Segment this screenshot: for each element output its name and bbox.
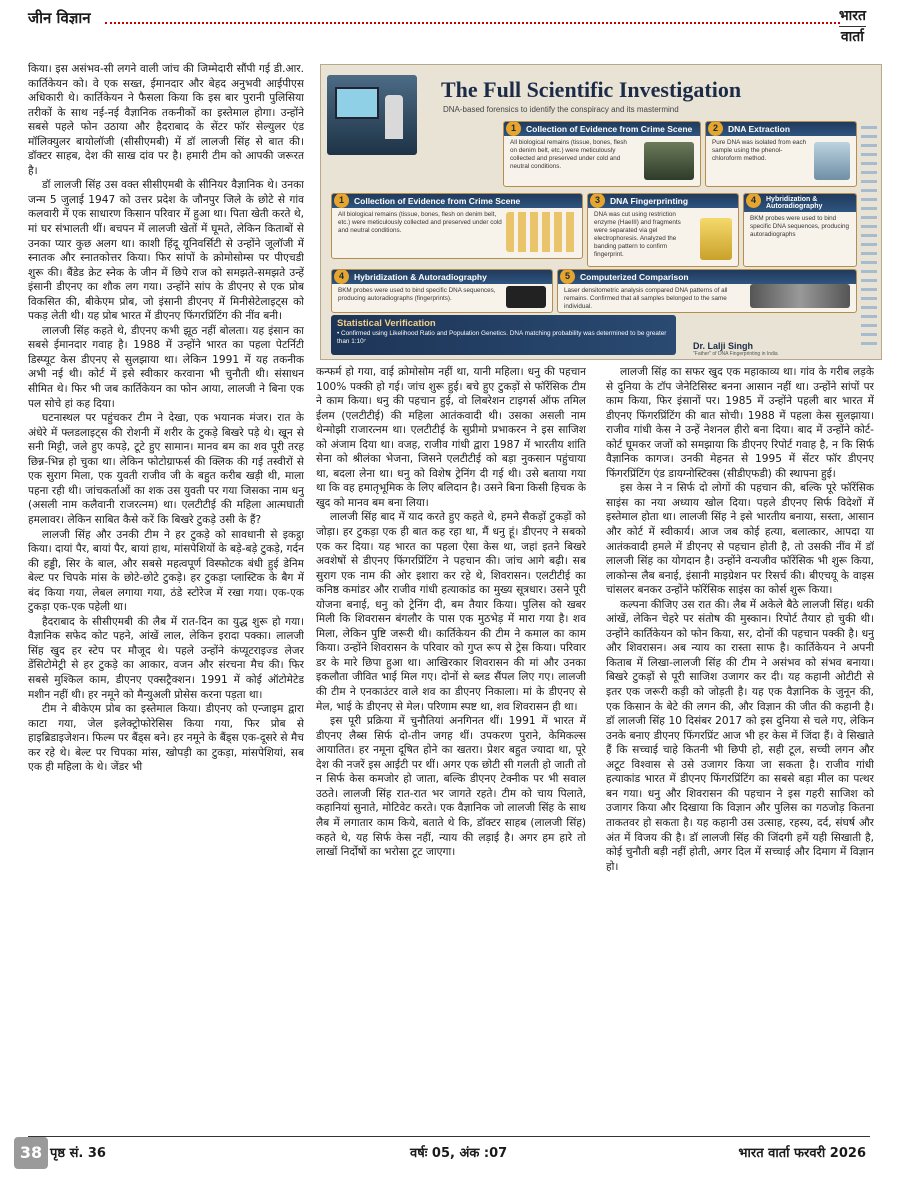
gel-icon [700,218,732,260]
step-text: All biological remains (tissue, bones, flesh on denim belt, etc.) were meticulously collected and preserved under cold and neutral conditions. [510,139,627,170]
step-title: Collection of Evidence from Crime Scene [526,124,693,134]
paragraph: टीम ने बीकेएम प्रोब का इस्तेमाल किया। डीएनए को एन्जाइम द्वारा काटा गया, जेल इलेक्ट्रोफोरेसिस किया गया, फिर प्रोब से हाइब्रिडाइजेशन। फिल्म पर बैंड्स बने। हर नमूने के बैंड्स एक-दूसरे से मैच कर रहे थे। बेल्ट पर चिपका मांस, खोपड़ी का टुकड़ा, मांसपेशियां, सब एक ही महिला के थे। जेंडर भी [28,703,304,774]
header-divider [105,22,840,24]
page-badge: 38 [14,1137,48,1169]
microscope-icon [385,95,403,139]
signature-caption: "Father" of DNA Fingerprinting in India [693,351,778,357]
magazine-edition: भारत वार्ता फरवरी 2026 [738,1146,866,1161]
step-number: 4 [746,193,761,208]
step-box [587,193,739,267]
dna-helix-icon [861,125,877,345]
issue-info: वर्षः 05, अंक :07 [410,1146,508,1161]
infographic-subtitle: DNA-based forensics to identify the conspiracy and its mastermind [443,105,679,114]
step-title: DNA Extraction [728,124,791,134]
step-box [705,121,857,187]
evidence-photo-icon [644,142,694,180]
paragraph: लालजी सिंह का सफर खुद एक महाकाव्य था। गांव के गरीब लड़के से दुनिया के टॉप जेनेटिसिस्ट बनना आसान नहीं था। उन्होंने सांपों पर काम किया, फिर इंसानों पर। 1985 में उन्होंने पहली बार भारत में डीएनए फिंगरप्रिंटिंग की बात सोची। 1988 में पहला केस सुलझाया। राजीव गांधी केस ने उन्हें नेशनल हीरो बना दिया। बाद में उन्होंने कोर्ट-कोर्ट घूमकर जजों को समझाया कि डीएनए रिपोर्ट गवाह है, न कि सिर्फ वैज्ञानिक कागज। उनकी मेहनत से 1995 में सेंटर फॉर डीएनए फिंगरप्रिंटिंग एंड डायग्नोस्टिक्स (सीडीएफडी) की स्थापना हुई। [606,366,874,480]
team-photo-icon [750,284,850,308]
step-number: 4 [334,269,349,284]
investigation-infographic [320,64,882,360]
step-number: 3 [590,193,605,208]
brand-line-2: वार्ता [839,26,866,47]
paragraph: डॉ लालजी सिंह उस वक्त सीसीएमबी के सीनियर वैज्ञानिक थे। उनका जन्म 5 जुलाई 1947 को उत्तर प्रदेश के जौनपुर जिले के छोटे से गांव कलवारी में एक साधारण किसान परिवार में हुआ था। पिता खेती करते थे, मां घर संभालती थीं। बचपन में लालजी खेतों में घूमते, लेकिन किताबों से उनका प्यार कुछ अलग था। काशी हिंदू यूनिवर्सिटी से उन्होंने जूलॉजी में स्नातक और स्नातकोत्तर किया। फिर सांपों के क्रोमोसोम्स पर पीएचडी शुरू की। बैंडेड क्रेट स्नेक के जीन में छिपे राज को समझते-समझते उन्हें इंसानी डीएनए का शौक लग गया। उन्होंने सांप के डीएनए से एक प्रोब विकसित की, बीकेएम प्रोब, जो इंसानी डीएनए में मिनीसेटेलाइट्स को पकड़ लेती थी। यह प्रोब भारत में डीएनए फिंगरप्रिंटिंग की नींव बनी। [28,179,304,323]
column-1 [28,62,304,1132]
step-text: BKM probes were used to bind specific DNA sequences, producing autoradiographs [750,215,850,238]
paragraph: इस केस ने न सिर्फ दो लोगों की पहचान की, बल्कि पूरे फॉरेंसिक साइंस का नया अध्याय खोल दिया। पहले डीएनए सिर्फ विदेशों में इस्तेमाल होता था। लालजी सिंह ने इसे भारतीय बनाया, सस्ता, आसान और कोर्ट में स्वीकार्य। आज जब कोई हत्या, बलात्कार, आपदा या आतंकवादी हमले में डीएनए से पहचान होती है, तो उसकी नींव में डॉ लालजी सिंह का योगदान है। उन्होंने वन्यजीव फॉरेंसिक भी शुरू किया, लाकोन्स लैब बनाई, इंसानी माइग्रेशन पर रिसर्च की। बीएचयू के वाइस चांसलर बनकर उन्होंने फॉरेंसिक साइंस का कोर्स शुरू किया। [606,482,874,597]
paragraph: इस पूरी प्रक्रिया में चुनौतियां अनगिनत थीं। 1991 में भारत में डीएनए लैब्स सिर्फ दो-तीन जगह थीं। उपकरण पुराने, केमिकल्स आयातित। हर नमूना दूषित होने का खतरा। प्रेशर बहुत ज्यादा था, पूरे देश की नजरें इस आईटी पर थीं। अगर एक छोटी सी गलती हो जाती तो न सिर्फ केस कमजोर हो जाता, बल्कि डीएनए टेक्नीक पर भी सवाल उठते। लालजी सिंह रात-रात भर जागते रहते। टीम को चाय पिलाते, कहानियां सुनाते, मोटिवेट करते। एक वैज्ञानिक जो लालजी सिंह के साथ लैब में लगातार काम किये, बताते थे कि, डॉक्टर साहब (लालजी सिंह) कहते थे, यह सिर्फ केस नहीं, न्याय की लड़ाई है। अगर हम हारे तो लाखों निर्दोषों का भरोसा टूट जाएगा। [316,715,586,859]
step-text: BKM probes were used to bind specific DNA sequences, producing autoradiographs (fingerprints). [338,287,496,302]
lab-illustration [327,75,417,155]
step-text: Pure DNA was isolated from each sample using the phenol-chloroform method. [712,139,807,162]
step-title: Computerized Comparison [580,272,689,282]
step-number: 1 [506,121,521,136]
column-3 [606,365,874,1132]
paragraph: लालजी सिंह और उनकी टीम ने हर टुकड़े को सावधानी से इकट्ठा किया। दायां पैर, बायां पैर, बायां हाथ, मांसपेशियों के बड़े-बड़े टुकड़े, गर्दन की हड्डी, सिर के बाल, और सबसे महत्वपूर्ण विस्फोटक बंधी हुई डेनिम बेल्ट पर चिपके मांस के छोटे-छोटे टुकड़े। हर टुकड़ा प्लास्टिक के बैग में बंद किया गया, लेबल लगाया गया, ठंडे स्टोरेज में रखा गया। एक-एक टुकड़ा एक-एक पहेली था। [28,528,304,614]
column-2 [316,365,586,1132]
step-title: Hybridization & Autoradiography [766,196,823,210]
autoradiograph-icon [506,286,546,308]
step-text: Laser densitometric analysis compared DNA patterns of all remains. Confirmed that all samples belonged to the same individual. [564,287,728,310]
step-title: Collection of Evidence from Crime Scene [354,196,521,206]
step-number: 2 [708,121,723,136]
paragraph: लालजी सिंह बाद में याद करते हुए कहते थे, हमने सैकड़ों टुकड़ों को जोड़ा। हर टुकड़ा एक ही बात कह रहा था, मैं धनु हूं। डीएनए ने सबको एक कर दिया। यह भारत का पहला ऐसा केस था, जहां इतने बिखरे अवशेषों से डीएनए फिंगरप्रिंटिंग ने पहचान की। जांच आगे बढ़ी। सब सुराग एक नाम की ओर इशारा कर रहे थे, शिवरासन। एलटीटीई का कनिष्ठ कमांडर और राजीव गांधी हत्याकांड का मुख्य सूत्रधार। उसने पूरी योजना बनाई, धनु को ट्रेनिंग दी, बम तैयार किया। पुलिस को खबर मिली कि शिवरासन बंगलौर के पास एक मुठभेड़ में मारा गया है। शव मिला, लेकिन पुष्टि जरूरी थी। कार्तिकेयन की टीम ने कमाल का काम किया। उन्होंने शिवरासन के परिवार को गुप्त रूप से ट्रेस किया। परिवार डर के मारे छिपा हुआ था। आखिरकार शिवरासन की मां और उनका इकलौता जीवित भाई मिल गए। दोनों से ब्लड सैंपल लिए गए। लालजी की टीम ने एनकाउंटर वाले शव का डीएनए निकाला। मां के डीएनए से मेल, भाई के डीएनए से मेल। परिणाम स्पष्ट था, शव शिवरासन ही था। [316,511,586,713]
section-title: जीन विज्ञान [28,9,91,27]
step-number: 5 [560,269,575,284]
paragraph: किया। इस असंभव-सी लगने वाली जांच की जिम्मेदारी सौंपी गई डी.आर. कार्तिकेयन को। वे एक सख्त, ईमानदार और बेहद अनुभवी आईपीएस अधिकारी थे। कार्तिकेयन ने फैसला किया कि इस बार पुरानी पुलिसिया तरीकों के साथ नई-नई वैज्ञानिक तकनीकों का इस्तेमाल होगा। उन्होंने सबसे पहले फोन उठाया और हैदराबाद के सेंटर फॉर सेल्युलर एंड मॉलिक्युलर बायोलॉजी (सीसीएमबी) में डॉ लालजी सिंह से बात की। डॉक्टर साहब, देश की साख दांव पर है। हमारी टीम को आपकी जरूरत है। [28,63,304,177]
monitor-icon [335,87,379,119]
step-box [743,193,857,267]
step-text: DNA was cut using restriction enzyme (HaeIII) and fragments were separated via gel electrophoresis. Analyzed the banding pattern to confirm fingerprint. [594,211,681,258]
verification-text: • Confirmed using Likelihood Ratio and Population Genetics. DNA matching probability was determined to be greater than 1:10⁷ [337,330,667,345]
page-number: पृष्ठ सं. 36 [50,1146,106,1161]
paragraph: कन्फर्म हो गया, वाई क्रोमोसोम नहीं था, यानी महिला। धनु की पहचान 100% पक्की हो गई। जांच शुरू हुई। बचे हुए टुकड़ों से फॉरेंसिक टीम ने काम किया। धनु की पहचान हुई, वो लिबरेशन टाइगर्स ऑफ तमिल ईलम (एलटीटीई) की महिला आतंकवादी थी। उसका असली नाम थेन्मोझी राजारत्नम था। एलटीटीई के सुप्रीमो प्रभाकरन ने इस साजिश को अंजाम दिया था। वजह, राजीव गांधी द्वारा 1987 में भारतीय शांति सेना को श्रीलंका भेजना, जिसने एलटीटीई को बड़ा नुकसान पहुंचाया था, बदला लेना था। धनु को विशेष ट्रेनिंग दी गई थी। उसे बताया गया था कि वह हमातृभूमिक के लिए बलिदान है। उसने बिना किसी हिचक के खुद को मानव बम बना लिया। [316,366,586,509]
brand-line-1: भारत [838,8,866,24]
paragraph: कल्पना कीजिए उस रात की। लैब में अकेले बैठे लालजी सिंह। थकी आंखें, लेकिन चेहरे पर संतोष की मुस्कान। रिपोर्ट तैयार हो चुकी थी। उन्होंने कार्तिकेयन को फोन किया, सर, दोनों की पहचान पक्की है। धनु और शिवरासन। अब न्याय का रास्ता साफ है। कार्तिकेयन ने अपनी किताब में लिखा-लालजी सिंह की टीम ने असंभव को संभव बनाया। बिखरे टुकड़ों से पूरी साजिश उजागर कर दी। यह कहानी ओटीटी से इतर एक जरूरी कड़ी को जोड़ती है। यह एक वैज्ञानिक के जुनून की, एक किसान के बेटे की लगन की, और विज्ञान की जीत की कहानी है। डॉ लालजी सिंह 10 दिसंबर 2017 को इस दुनिया से चले गए, लेकिन उनके बनाए डीएनए फिंगरप्रिंट आज भी हर केस में जिंदा हैं। वे सिखाते हैं कि सच्चाई चाहे कितनी भी छिपी हो, सही टूल, सच्ची लगन और अटूट विश्वास से उसे उजागर किया जा सकता है। राजीव गांधी हत्याकांड भारत में डीएनए फिंगरप्रिंटिंग का सबसे बड़ा मील का पत्थर बन गया। धनु और शिवरासन की पहचान ने इस गहरी साजिश को उजागर किया और दिखाया कि विज्ञान और पुलिस का गठजोड़ कितना ताकतवर हो सकता है। यह कहानी उस उत्साह, रहस्य, दर्द, संघर्ष और अंत में विजय की है। डॉ लालजी सिंह की जिंदगी हमें यही सिखाती है, कोई चुनौती बड़ी नहीं होती, अगर दिल में सच्चाई और दिमाग में विज्ञान हो। [606,598,874,873]
signature-name: Dr. Lalji Singh [693,341,754,351]
paragraph: हैदराबाद के सीसीएमबी की लैब में रात-दिन का युद्ध शुरू हो गया। वैज्ञानिक सफेद कोट पहने, आंखें लाल, लेकिन इरादा पक्का। लालजी सिंह खुद हर स्टेप पर मौजूद थे। पहले उन्होंने कंप्यूटराइज्ड लेजर डेंसिटोमेट्री से हर टुकड़े का आकार, वजन और संरचना मैच की। फिर सबसे मुश्किल काम, डीएनए एक्सट्रैक्शन। 1991 में कोई ऑटोमेटेड मशीन नहीं थी। हर नमूने को मैन्युअली प्रोसेस करना पड़ता था। [28,615,304,701]
step-title: DNA Fingerprinting [610,196,689,206]
verification-panel [331,315,676,355]
step-number: 1 [334,193,349,208]
verification-title: Statistical Verification [337,318,436,329]
infographic-title: The Full Scientific Investigation [441,77,742,102]
step-box [557,269,857,313]
step-box [331,193,583,259]
scientist-photo-icon [814,142,850,180]
sample-tubes-icon [506,212,576,252]
step-box [503,121,701,187]
step-text: All biological remains (tissue, bones, flesh on denim belt, etc.) were meticulously collected and preserved under cold and neutral conditions. [338,211,502,234]
footer-divider [28,1136,870,1137]
paragraph: लालजी सिंह कहते थे, डीएनए कभी झूठ नहीं बोलता। यह इंसान का सबसे ईमानदार गवाह है। 1988 में उन्होंने भारत का पहला पेटर्निटी डिस्प्यूट केस डीएनए से सुलझाया था। लेकिन 1991 में यह तकनीक अभी नई थी। कोर्ट में इसे स्वीकार करवाना भी चुनौती थी। संसाधन सीमित थे। फिर भी जब कार्तिकेयन का फोन आया, लालजी ने बिना एक पल सोचे हां कह दिया। [28,324,304,410]
paragraph: घटनास्थल पर पहुंचकर टीम ने देखा, एक भयानक मंजर। रात के अंधेरे में फ्लडलाइट्स की रोशनी में शरीर के टुकड़े बिखरे पड़े थे। खून से सनी मिट्टी, जले हुए कपड़े, टूटे हुए सामान। मानव बम का शव पूरी तरह छिन्न-भिन्न हो चुका था। लेकिन फोटोग्राफर्स की क्लिक की गई तस्वीरों से एक सुराग मिला, एक युवती राजीव जी के बहुत करीब खड़ी थी, माला पहना रही थी। जांचकर्ताओं का शक उस युवती पर गया जिसका नाम धनु (असली नाम कलैवानी राजरत्नम) था। एलटीटीई की महिला आत्मघाती हमलावर। लेकिन साबित कैसे करें कि बिखरे टुकड़े उसी के हैं? [28,412,304,526]
scientist-signature [693,341,833,357]
magazine-brand [839,6,866,47]
step-title: Hybridization & Autoradiography [354,272,487,282]
step-box [331,269,553,313]
